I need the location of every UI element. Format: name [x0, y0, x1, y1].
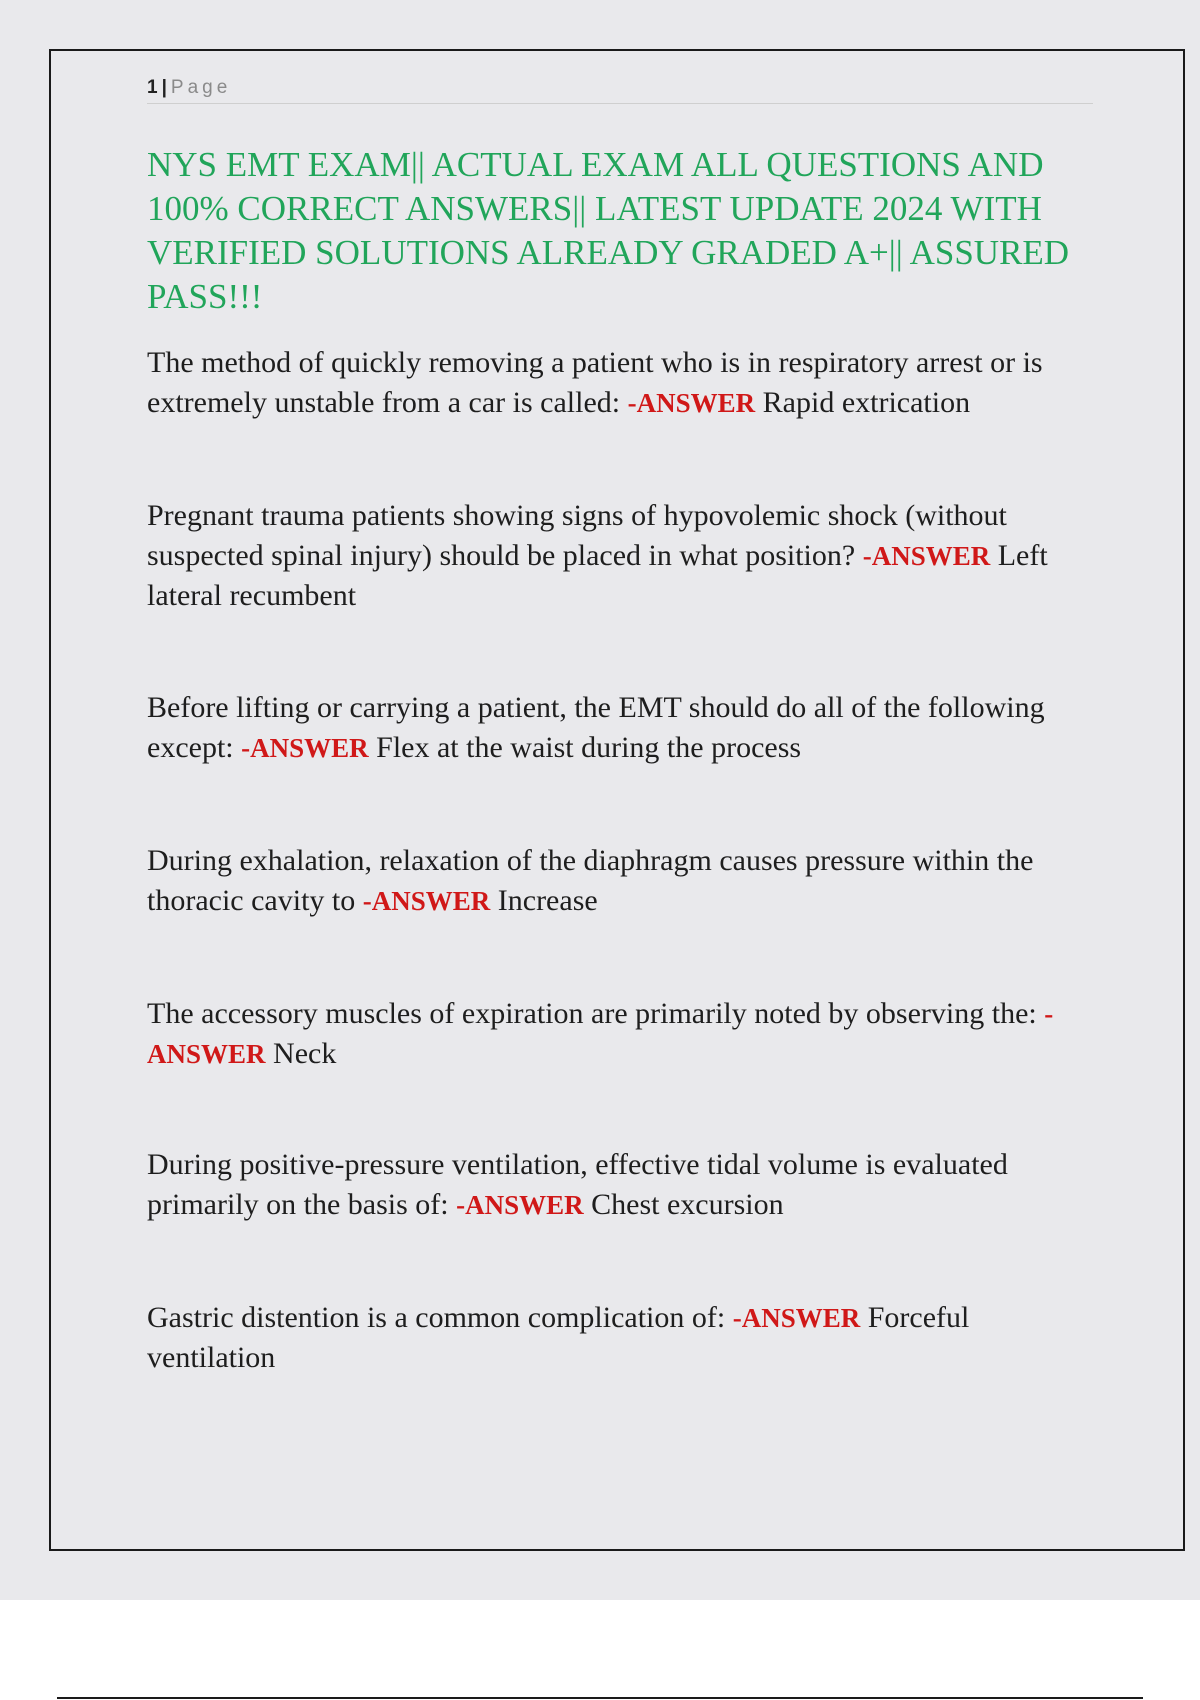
- answer-tag: -ANSWER: [456, 1190, 584, 1220]
- question-text: The method of quickly removing a patient who is in respiratory arrest or is extremely unstable from a car is called:: [147, 346, 1043, 419]
- qa-item: [147, 994, 1097, 1074]
- question-text: During exhalation, relaxation of the diaphragm causes pressure within the thoracic cavity to: [147, 844, 1034, 917]
- answer-text: Increase: [497, 884, 598, 917]
- question-text: Before lifting or carrying a patient, the EMT should do all of the following except:: [147, 691, 1045, 764]
- answer-text: Neck: [273, 1037, 337, 1070]
- qa-item: [147, 496, 1097, 616]
- answer-tag: -ANSWER: [732, 1303, 861, 1333]
- answer-text: Forceful ventilation: [147, 1301, 970, 1374]
- qa-item: [147, 688, 1097, 768]
- answer-tag: -ANSWER: [862, 541, 991, 571]
- answer-tag: -ANSWER: [627, 388, 756, 418]
- page-header: [147, 75, 1093, 104]
- answer-text: Chest excursion: [591, 1188, 784, 1221]
- qa-item: [147, 1145, 1097, 1225]
- qa-item: [147, 1298, 1097, 1378]
- question-text: Pregnant trauma patients showing signs of hypovolemic shock (without suspected spinal injury) should be placed in what position?: [147, 499, 1007, 572]
- next-page-rule: [57, 1697, 1143, 1699]
- answer-text: Flex at the waist during the process: [376, 731, 802, 764]
- page-label: Page: [170, 77, 232, 98]
- answer-text: Left lateral recumbent: [147, 539, 1048, 612]
- answer-tag: -ANSWER: [241, 733, 369, 763]
- document-title: NYS EMT EXAM|| ACTUAL EXAM ALL QUESTIONS AND 100% CORRECT ANSWERS|| LATEST UPDATE 2024 WITH VERIFIED SOLUTIONS ALREADY GRADED A+|| ASSURED PASS!!!: [147, 145, 1070, 316]
- page-number: 1: [147, 77, 158, 98]
- qa-item: [147, 841, 1097, 921]
- question-text: The accessory muscles of expiration are primarily noted by observing the:: [147, 997, 1037, 1030]
- question-text: During positive-pressure ventilation, effective tidal volume is evaluated primarily on the basis of:: [147, 1148, 1008, 1221]
- answer-tag: -ANSWER: [362, 886, 491, 916]
- question-text: Gastric distention is a common complication of:: [147, 1301, 726, 1334]
- answer-text: Rapid extrication: [762, 386, 971, 419]
- qa-item: [147, 343, 1097, 423]
- page-separator: |: [161, 77, 167, 98]
- answer-tag: -ANSWER: [147, 999, 1054, 1069]
- page-border-frame: [49, 49, 1185, 1551]
